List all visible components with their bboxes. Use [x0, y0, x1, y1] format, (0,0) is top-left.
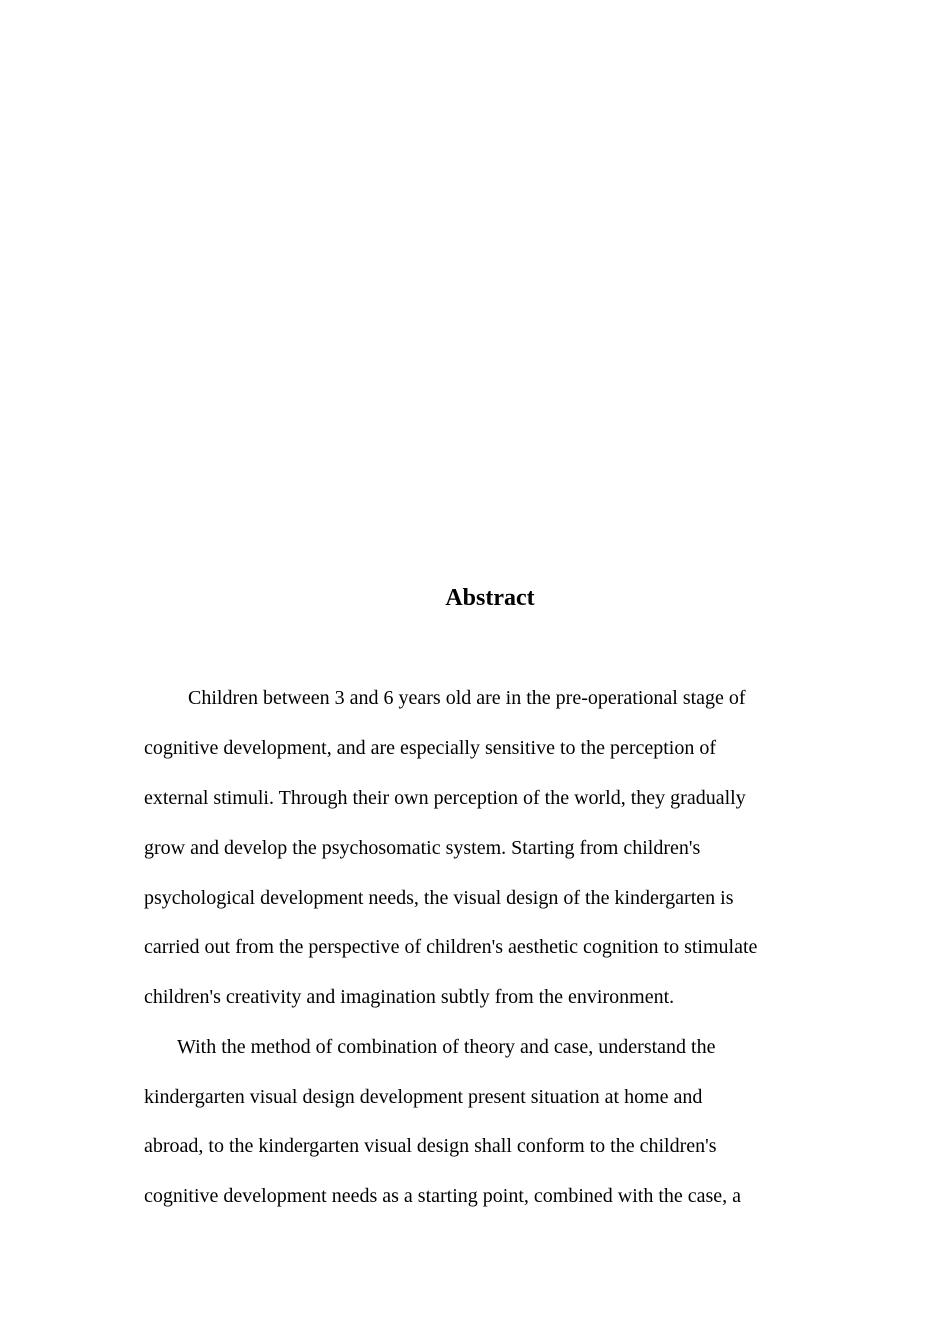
paragraph-1-line-4: grow and develop the psychosomatic system. Starting from children's	[144, 837, 701, 859]
paragraph-1-line-6: carried out from the perspective of children's aesthetic cognition to stimulate	[144, 936, 758, 958]
paragraph-2-line-2: kindergarten visual design development present situation at home and	[144, 1086, 703, 1108]
paragraph-1-line-3: external stimuli. Through their own perception of the world, they gradually	[144, 787, 746, 809]
paragraph-1-line-5: psychological development needs, the visual design of the kindergarten is	[144, 887, 734, 909]
paragraph-1-line-1: Children between 3 and 6 years old are in the pre-operational stage of	[188, 687, 746, 709]
paragraph-1-line-2: cognitive development, and are especially sensitive to the perception of	[144, 737, 717, 759]
paragraph-2-line-4: cognitive development needs as a starting point, combined with the case, a	[144, 1185, 742, 1207]
paragraph-1-line-7: children's creativity and imagination subtly from the environment.	[144, 986, 675, 1008]
abstract-heading: Abstract	[445, 585, 535, 611]
paragraph-2-line-1: With the method of combination of theory and case, understand the	[177, 1036, 716, 1058]
paragraph-2-line-3: abroad, to the kindergarten visual design shall conform to the children's	[144, 1135, 717, 1157]
